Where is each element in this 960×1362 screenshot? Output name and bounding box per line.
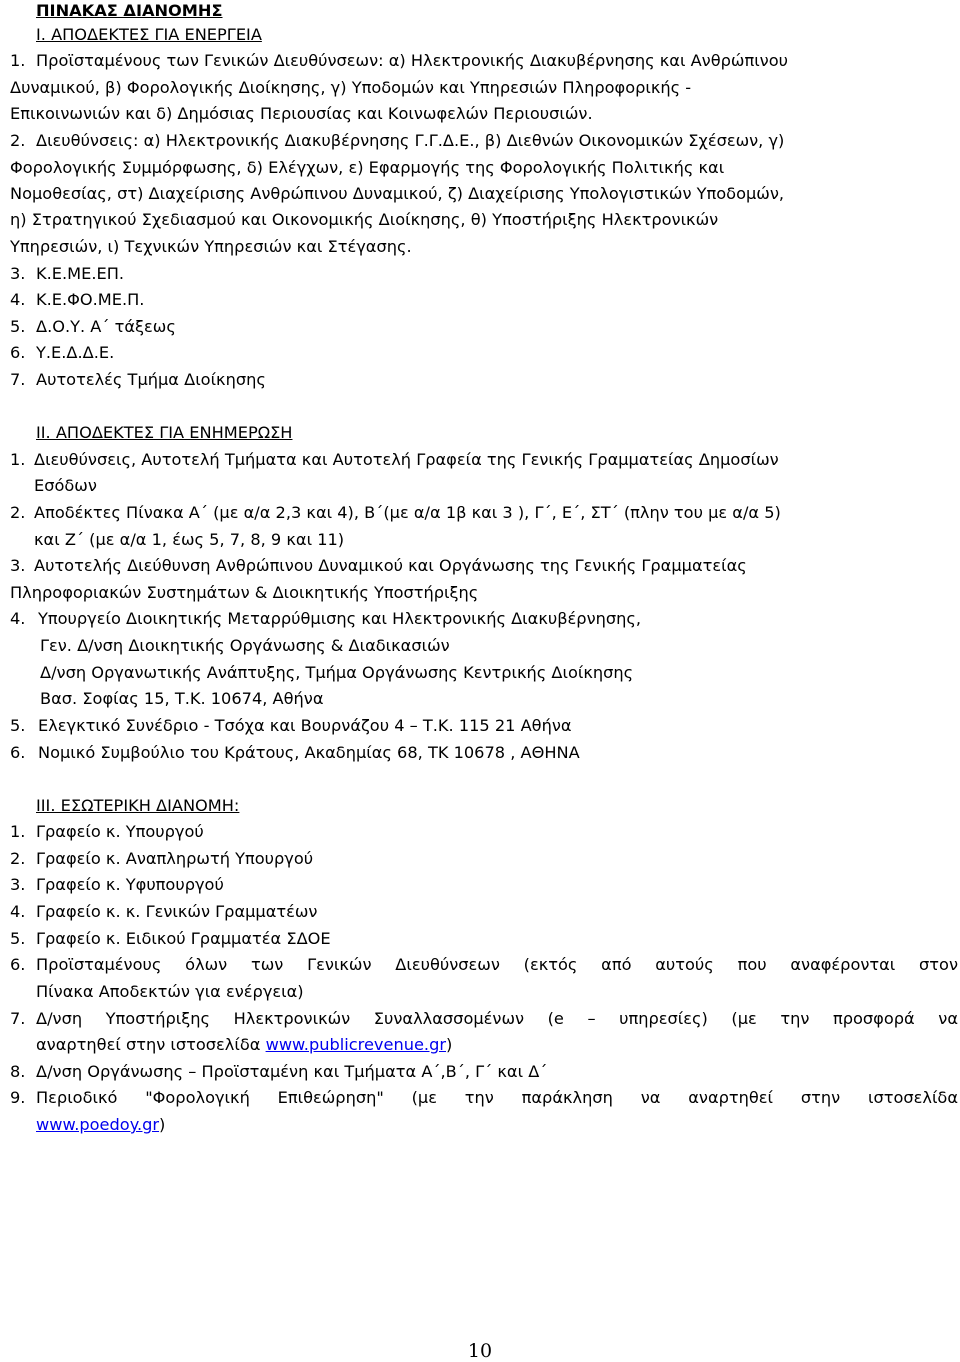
item-number: 4. <box>10 902 26 921</box>
item-number: 5. <box>10 317 26 336</box>
item-number: 5. <box>10 929 26 948</box>
item-line: Υπουργείο Διοικητικής Μεταρρύθμισης και Ηλεκτρονικής Διακυβέρνησης, <box>38 609 642 628</box>
item-line: και Ζ΄ (με α/α 1, έως 5, 7, 8, 9 και 11) <box>34 530 345 549</box>
section1-heading: Ι. ΑΠΟΔΕΚΤΕΣ ΓΙΑ ΕΝΕΡΓΕΙΑ <box>36 25 262 44</box>
item-line: Κ.Ε.ΦΟ.ΜΕ.Π. <box>36 290 145 309</box>
item-line: Διευθύνσεις, Αυτοτελή Τμήματα και Αυτοτελή Γραφεία της Γενικής Γραμματείας Δημοσίων <box>34 450 779 469</box>
publicrevenue-link[interactable]: www.publicrevenue.gr <box>265 1035 447 1054</box>
item-number: 7. <box>10 1009 26 1028</box>
item-line: Αποδέκτες Πίνακα Α΄ (με α/α 2,3 και 4), Β΄(με α/α 1β και 3 ), Γ΄, Ε΄, ΣΤ΄ (πλην του με α/α 5) <box>34 503 781 522</box>
item-line: Εσόδων <box>34 476 97 495</box>
item-line: Γραφείο κ. Υφυπουργού <box>36 875 224 894</box>
item-line: Γραφείο κ. κ. Γενικών Γραμματέων <box>36 902 318 921</box>
item-number: 2. <box>10 131 26 150</box>
item-number: 4. <box>10 290 26 309</box>
item-number: 8. <box>10 1062 26 1081</box>
item-line: Δ/νση Οργανωτικής Ανάπτυξης, Τμήμα Οργάνωσης Κεντρικής Διοίκησης <box>40 663 634 682</box>
item-line: Γραφείο κ. Υπουργού <box>36 822 204 841</box>
item-number: 7. <box>10 370 26 389</box>
item-number: 3. <box>10 875 26 894</box>
item-line: Δ/νση Οργάνωσης – Προϊσταμένη και Τμήματα Α΄,Β΄, Γ΄ και Δ΄ <box>36 1062 548 1081</box>
item-line-with-link <box>36 1112 165 1139</box>
item-line: Πίνακα Αποδεκτών για ενέργεια) <box>36 982 304 1001</box>
page-title: ΠΙΝΑΚΑΣ ΔΙΑΝΟΜΗΣ <box>36 1 223 20</box>
item-line: Περιοδικό "Φορολογική Επιθεώρηση" (με την παράκληση να αναρτηθεί στην ιστοσελίδα <box>36 1088 958 1107</box>
item-line: Πληροφοριακών Συστημάτων & Διοικητικής Υποστήριξης <box>10 583 479 602</box>
item-number: 6. <box>10 343 26 362</box>
item-line: Γεν. Δ/νση Διοικητικής Οργάνωσης & Διαδικασιών <box>40 636 450 655</box>
item-line: Προϊσταμένους των Γενικών Διευθύνσεων: α) Ηλεκτρονικής Διακυβέρνησης και Ανθρώπινου <box>36 51 788 70</box>
item-line-suffix: ) <box>446 1035 453 1054</box>
item-line: Νομοθεσίας, στ) Διαχείρισης Ανθρώπινου Δυναμικού, ζ) Διαχείρισης Υπολογιστικών Υποδομών, <box>10 184 785 203</box>
item-number: 6. <box>10 955 26 974</box>
item-line: Δ/νση Υποστήριξης Ηλεκτρονικών Συναλλασσομένων (e – υπηρεσίες) (με την προσφορά να <box>36 1009 958 1028</box>
item-number: 1. <box>10 822 26 841</box>
item-line: η) Στρατηγικού Σχεδιασμού και Οικονομικής Διοίκησης, θ) Υποστήριξης Ηλεκτρονικών <box>10 210 719 229</box>
item-line: Ελεγκτικό Συνέδριο - Τσόχα και Βουρνάζου 4 – Τ.Κ. 115 21 Αθήνα <box>38 716 572 735</box>
item-number: 2. <box>10 503 26 522</box>
item-line: Διευθύνσεις: α) Ηλεκτρονικής Διακυβέρνησης Γ.Γ.Δ.Ε., β) Διεθνών Οικονομικών Σχέσεων, γ) <box>36 131 785 150</box>
item-number: 9. <box>10 1088 26 1107</box>
section3-heading: ΙΙΙ. ΕΣΩΤΕΡΙΚΗ ΔΙΑΝΟΜΗ: <box>36 796 240 815</box>
item-line-with-link <box>36 1032 452 1059</box>
item-number: 3. <box>10 556 26 575</box>
page-number: 10 <box>467 1340 493 1362</box>
item-line: Δ.Ο.Υ. Α΄ τάξεως <box>36 317 176 336</box>
item-line: Αυτοτελής Διεύθυνση Ανθρώπινου Δυναμικού και Οργάνωσης της Γενικής Γραμματείας <box>34 556 747 575</box>
item-line: Βασ. Σοφίας 15, Τ.Κ. 10674, Αθήνα <box>40 689 324 708</box>
item-line: Αυτοτελές Τμήμα Διοίκησης <box>36 370 266 389</box>
item-number: 3. <box>10 264 26 283</box>
item-line: Νομικό Συμβούλιο του Κράτους, Ακαδημίας 68, ΤΚ 10678 , ΑΘΗΝΑ <box>38 743 580 762</box>
item-number: 5. <box>10 716 26 735</box>
item-number: 6. <box>10 743 26 762</box>
item-number: 1. <box>10 51 26 70</box>
item-line: Επικοινωνιών και δ) Δημόσιας Περιουσίας και Κοινωφελών Περιουσιών. <box>10 104 593 123</box>
item-line: Προϊσταμένους όλων των Γενικών Διευθύνσεων (εκτός από αυτούς που αναφέρονται στον <box>36 955 958 974</box>
item-number: 2. <box>10 849 26 868</box>
item-line: Γραφείο κ. Αναπληρωτή Υπουργού <box>36 849 314 868</box>
poedoy-link[interactable]: www.poedoy.gr <box>36 1115 160 1134</box>
item-line-suffix: ) <box>159 1115 166 1134</box>
item-number: 4. <box>10 609 26 628</box>
item-line: Υπηρεσιών, ι) Τεχνικών Υπηρεσιών και Στέγασης. <box>10 237 412 256</box>
item-line: Κ.Ε.ΜΕ.ΕΠ. <box>36 264 125 283</box>
section2-heading: ΙΙ. ΑΠΟΔΕΚΤΕΣ ΓΙΑ ΕΝΗΜΕΡΩΣΗ <box>36 423 293 442</box>
item-line: Δυναμικού, β) Φορολογικής Διοίκησης, γ) Υποδομών και Υπηρεσιών Πληροφορικής - <box>10 78 692 97</box>
item-line: αναρτηθεί στην ιστοσελίδα <box>36 1035 266 1054</box>
item-line: Γραφείο κ. Ειδικού Γραμματέα ΣΔΟΕ <box>36 929 331 948</box>
item-number: 1. <box>10 450 26 469</box>
item-line: Φορολογικής Συμμόρφωσης, δ) Ελέγχων, ε) Εφαρμογής της Φορολογικής Πολιτικής και <box>10 158 725 177</box>
item-line: Υ.Ε.Δ.Δ.Ε. <box>36 343 115 362</box>
